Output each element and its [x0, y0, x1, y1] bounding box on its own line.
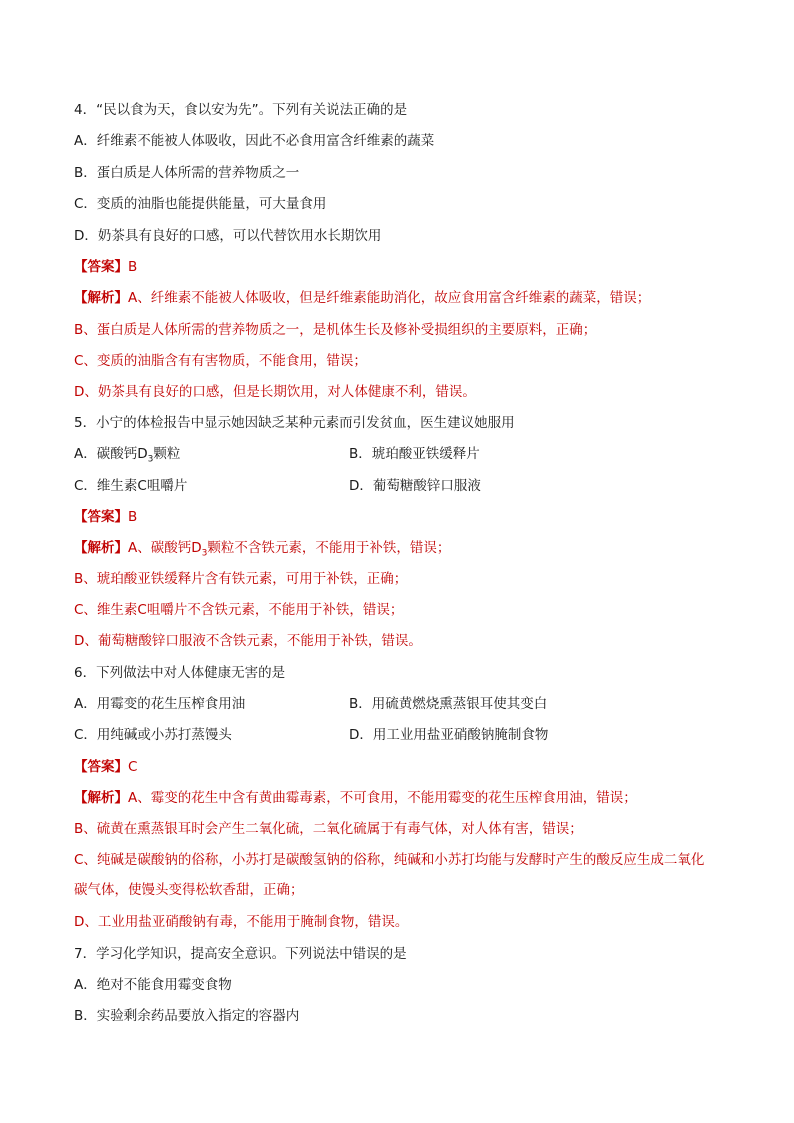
- analysis-text: 维生素C咀嚼片不含铁元素，不能用于补铁，错误；: [96, 602, 404, 618]
- analysis-prefix: B、: [74, 821, 97, 837]
- analysis-text: 碳气体，使馒头变得松软香甜，正确；: [74, 882, 304, 898]
- analysis-text: 葡萄糖酸锌口服液不含铁元素，不能用于补铁，错误。: [97, 633, 422, 649]
- question-5-option-c: C．维生素C咀嚼片: [74, 478, 188, 494]
- analysis-prefix: C、: [74, 852, 97, 868]
- question-6-stem: 6．下列做法中对人体健康无害的是: [74, 665, 286, 681]
- answer-tag: 【答案】: [74, 259, 128, 275]
- analysis-text: 纯碱是碳酸钠的俗称，小苏打是碳酸氢钠的俗称，纯碱和小苏打均能与发酵时产生的酸反应生成二氧化: [96, 852, 705, 868]
- analysis-prefix: C、: [74, 602, 97, 618]
- analysis-prefix: A、: [128, 290, 151, 306]
- analysis-text: 碳酸钙D: [150, 540, 202, 556]
- analysis-text: 霉变的花生中含有黄曲霉毒素，不可食用，不能用霉变的花生压榨食用油，错误；: [150, 790, 637, 806]
- subscript: 3: [201, 548, 208, 559]
- question-6-option-b: B．用硫黄燃烧熏蒸银耳使其变白: [349, 696, 548, 712]
- option-text: A．碳酸钙D: [74, 446, 148, 462]
- question-5-analysis-d: [74, 631, 754, 651]
- question-6-analysis-c-cont: [74, 880, 754, 900]
- question-5-option-b: B．琥珀酸亚铁缓释片: [349, 446, 480, 462]
- question-4-analysis-b: [74, 320, 754, 340]
- analysis-prefix: A、: [128, 540, 151, 556]
- question-5-stem: 5．小宁的体检报告中显示她因缺乏某种元素而引发贫血，医生建议她服用: [74, 415, 515, 431]
- option-text: 颗粒: [153, 446, 181, 462]
- analysis-text: 蛋白质是人体所需的营养物质之一，是机体生长及修补受损组织的主要原料，正确；: [96, 322, 597, 338]
- question-4-option-b: B．蛋白质是人体所需的营养物质之一: [74, 165, 300, 181]
- question-6-option-c: C．用纯碱或小苏打蒸馒头: [74, 727, 232, 743]
- analysis-prefix: B、: [74, 571, 97, 587]
- analysis-text: 硫黄在熏蒸银耳时会产生二氧化硫，二氧化硫属于有毒气体，对人体有害，错误；: [96, 821, 583, 837]
- question-5-answer: [74, 507, 754, 527]
- answer-value: B: [128, 509, 138, 525]
- answer-tag: 【答案】: [74, 509, 128, 525]
- question-4-stem: 4．“民以食为天，食以安为先”。下列有关说法正确的是: [74, 102, 408, 118]
- analysis-prefix: C、: [74, 353, 97, 369]
- question-5-analysis-a: [74, 538, 754, 558]
- question-6-answer: [74, 757, 754, 777]
- question-6-analysis-a: [74, 788, 754, 808]
- analysis-tag: 【解析】: [74, 790, 128, 806]
- analysis-prefix: D、: [74, 633, 98, 649]
- question-6-analysis-d: [74, 912, 754, 932]
- analysis-prefix: B、: [74, 322, 97, 338]
- question-4-option-a: A．纤维素不能被人体吸收，因此不必食用富含纤维素的蔬菜: [74, 133, 435, 149]
- question-4-analysis-d: [74, 382, 754, 402]
- analysis-prefix: A、: [128, 790, 151, 806]
- analysis-prefix: D、: [74, 384, 98, 400]
- question-5-option-a: [74, 444, 334, 464]
- question-6-analysis-c: [74, 850, 754, 870]
- analysis-text: 纤维素不能被人体吸收，但是纤维素能助消化，故应食用富含纤维素的蔬菜，错误；: [150, 290, 651, 306]
- question-5-analysis-c: [74, 600, 754, 620]
- analysis-text: 颗粒不含铁元素，不能用于补铁，错误；: [207, 540, 451, 556]
- question-4-option-c: C．变质的油脂也能提供能量，可大量食用: [74, 196, 327, 212]
- analysis-text: 工业用盐亚硝酸钠有毒，不能用于腌制食物，错误。: [97, 914, 409, 930]
- question-7-option-a: A．绝对不能食用霉变食物: [74, 977, 232, 993]
- question-5-analysis-b: [74, 569, 754, 589]
- analysis-tag: 【解析】: [74, 290, 128, 306]
- question-6-analysis-b: [74, 819, 754, 839]
- subscript: 3: [147, 454, 154, 465]
- question-6-option-a: A．用霉变的花生压榨食用油: [74, 696, 246, 712]
- analysis-text: 奶茶具有良好的口感，但是长期饮用，对人体健康不利，错误。: [97, 384, 476, 400]
- question-4-analysis-c: [74, 351, 754, 371]
- question-4-analysis-a: [74, 288, 754, 308]
- analysis-text: 变质的油脂含有有害物质，不能食用，错误；: [96, 353, 367, 369]
- question-4-option-d: D．奶茶具有良好的口感，可以代替饮用水长期饮用: [74, 228, 382, 244]
- question-4-answer: [74, 257, 754, 277]
- answer-value: B: [128, 259, 138, 275]
- question-6-option-d: D．用工业用盐亚硝酸钠腌制食物: [349, 727, 549, 743]
- analysis-tag: 【解析】: [74, 540, 128, 556]
- question-7-option-b: B．实验剩余药品要放入指定的容器内: [74, 1008, 300, 1024]
- answer-tag: 【答案】: [74, 759, 128, 775]
- analysis-prefix: D、: [74, 914, 98, 930]
- question-7-stem: 7．学习化学知识，提高安全意识。下列说法中错误的是: [74, 946, 407, 962]
- answer-value: C: [128, 759, 138, 775]
- question-5-option-d: D．葡萄糖酸锌口服液: [349, 478, 481, 494]
- analysis-text: 琥珀酸亚铁缓释片含有铁元素，可用于补铁，正确；: [96, 571, 408, 587]
